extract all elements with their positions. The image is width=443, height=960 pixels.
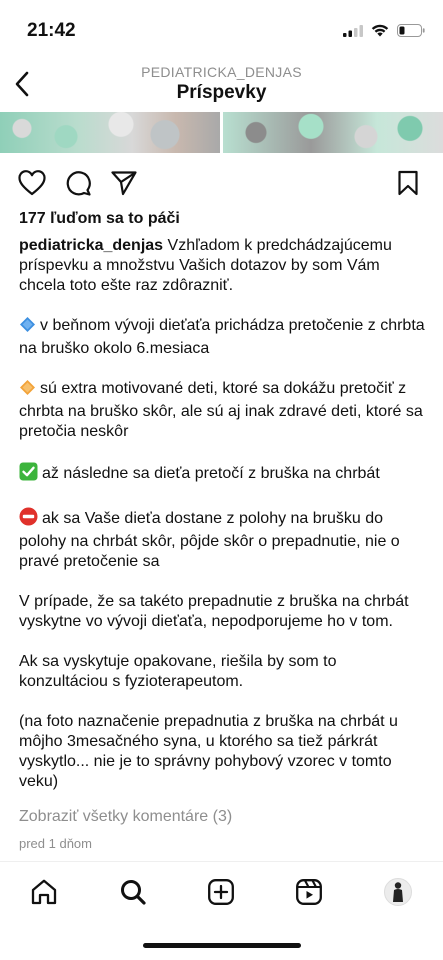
caption-point-3 (19, 462, 429, 487)
tab-create[interactable] (205, 876, 237, 908)
caption-paragraph-3: (na foto naznačenie prepadnutia z bruška na chrbát u môjho 3mesačného syna, u ktorého sa tiež párkrát vyskytlo... nie je to správny pohybový vzorec v tomto veku) (19, 713, 398, 790)
avatar (384, 878, 412, 906)
blue-diamond-icon (19, 316, 36, 339)
home-indicator (143, 943, 301, 948)
plus-square-icon (207, 878, 235, 906)
caption-username[interactable]: pediatricka_denjas (19, 237, 164, 254)
wifi-icon (371, 24, 389, 37)
status-icons (343, 24, 425, 37)
caption-point-1-text: v beňnom vývoji dieťaťa prichádza pretočenie z chrbta na bruško okolo 6.mesiaca (19, 317, 425, 357)
post-image[interactable] (0, 112, 443, 153)
orange-diamond-icon (19, 379, 36, 402)
post-timestamp: pred 1 dňom (19, 836, 92, 851)
likes-count[interactable]: 177 ľuďom sa to páči (19, 210, 180, 227)
header-username: PEDIATRICKA_DENJAS (141, 64, 302, 80)
battery-icon (397, 24, 425, 37)
caption-intro (19, 236, 429, 296)
status-time: 21:42 (27, 20, 76, 41)
tab-reels[interactable] (293, 876, 325, 908)
post-image-right (223, 112, 443, 153)
heart-icon (18, 170, 46, 196)
post-caption (19, 236, 429, 792)
bookmark-icon (397, 170, 419, 196)
tab-profile[interactable] (382, 876, 414, 908)
home-icon (30, 878, 58, 906)
caption-point-4 (19, 507, 429, 572)
post-image-left (0, 112, 220, 153)
reels-icon (295, 878, 323, 906)
save-button[interactable] (393, 168, 423, 198)
caption-paragraph-2: Ak sa vyskytuje opakovane, riešila by som to konzultáciou s fyzioterapeutom. (19, 653, 337, 690)
caption-point-4-text: ak sa Vaše dieťa dostane z polohy na brušku do polohy na chrbát skôr, pôjde skôr o prepadnutie, nie o pravé pretočenie sa (19, 510, 400, 570)
caption-point-3-text: až následne sa dieťa pretočí z bruška na chrbát (42, 465, 380, 482)
like-button[interactable] (17, 168, 47, 198)
status-bar (0, 0, 443, 56)
nav-header (0, 56, 443, 112)
search-icon (119, 878, 147, 906)
comment-button[interactable] (63, 168, 93, 198)
share-button[interactable] (109, 168, 139, 198)
caption-point-2 (19, 379, 429, 442)
cellular-signal-icon (343, 25, 363, 37)
post-actions (0, 166, 443, 200)
no-entry-icon (19, 507, 38, 532)
view-all-comments-link[interactable]: Zobraziť všetky komentáre (3) (19, 808, 233, 825)
caption-paragraph-1: V prípade, že sa takéto prepadnutie z bruška na chrbát vyskytne vo vývoji dieťaťa, nepodporujeme ho v tom. (19, 593, 409, 630)
tab-home[interactable] (28, 876, 60, 908)
caption-point-1 (19, 316, 429, 359)
check-mark-icon (19, 462, 38, 487)
tab-search[interactable] (117, 876, 149, 908)
caption-intro-text: Vzhľadom k predchádzajúcemu príspevku a množstvu Vašich dotazov by som Vám chcela toto ešte raz zdôrazniť. (19, 237, 392, 294)
paper-plane-icon (110, 170, 138, 196)
bottom-tab-bar (0, 861, 443, 923)
profile-figure-icon (390, 881, 406, 903)
page-title: Príspevky (176, 82, 267, 103)
caption-point-2-text: sú extra motivované deti, ktoré sa dokážu pretočiť z chrbta na bruško skôr, ale sú aj inak zdravé deti, ktoré sa pretočia neskôr (19, 380, 423, 440)
comment-icon (64, 169, 92, 197)
